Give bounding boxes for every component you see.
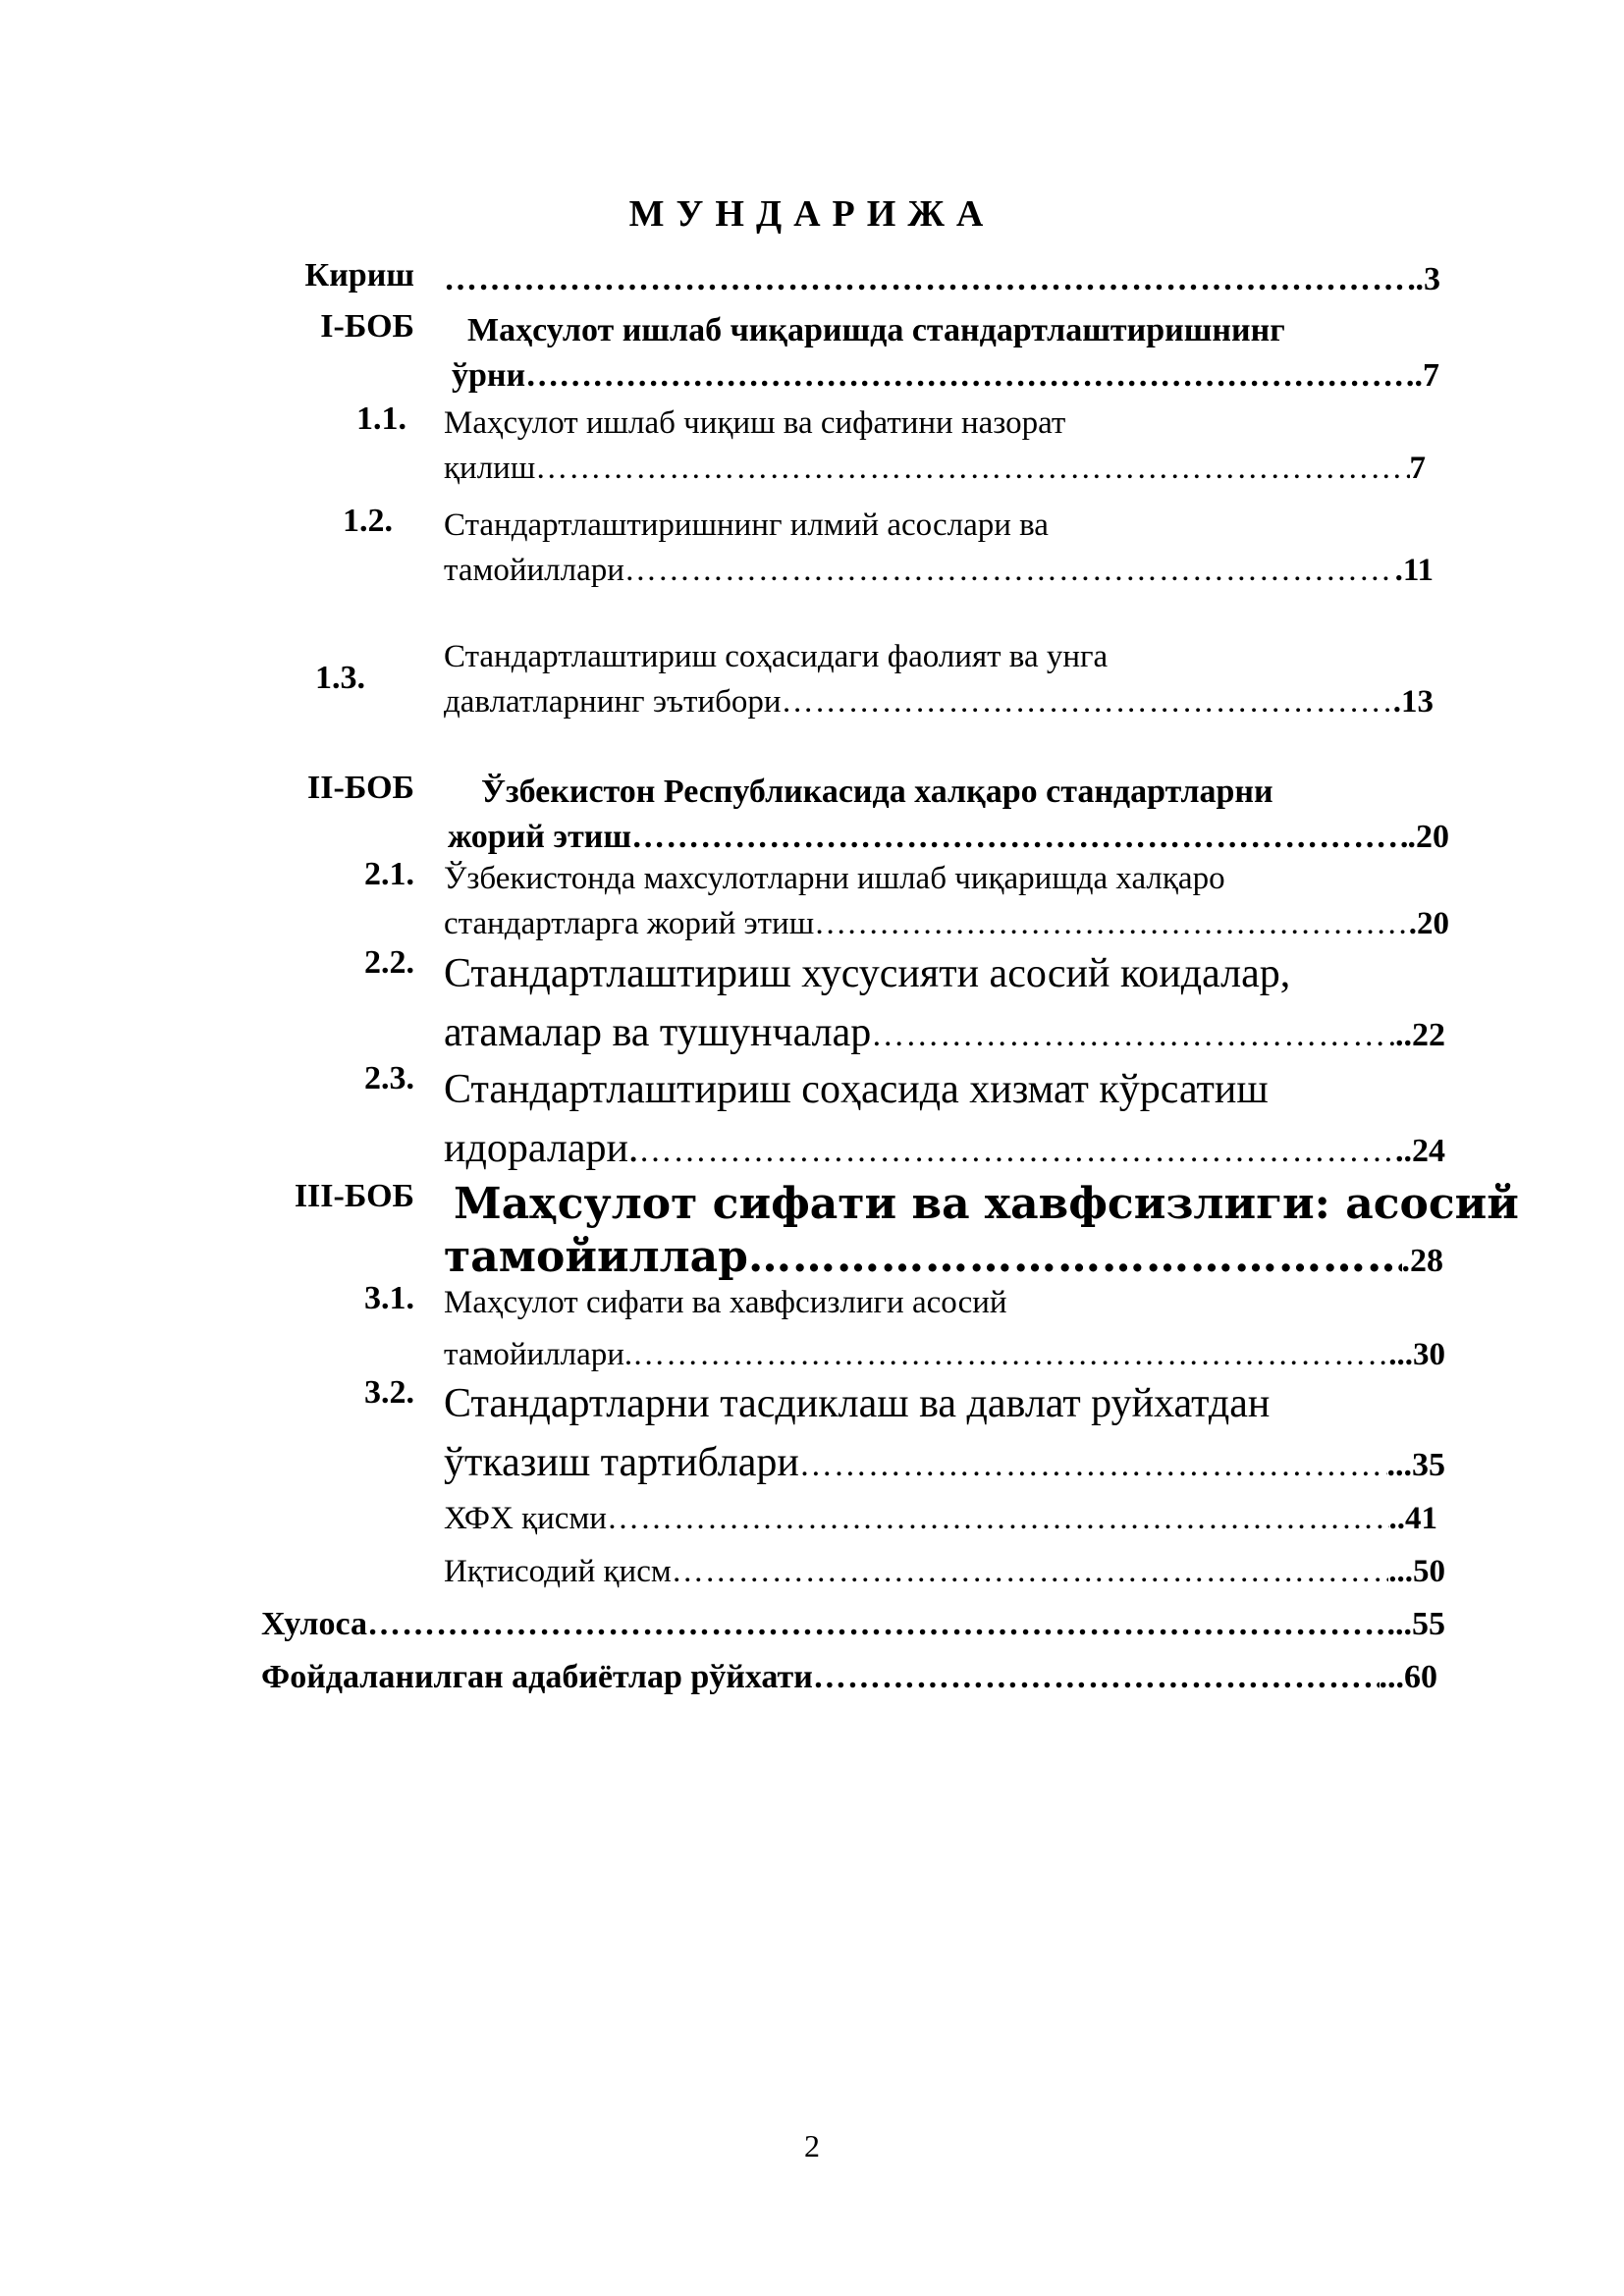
toc-title-cont: тамойиллари (444, 553, 624, 588)
toc-label: I-БОБ (320, 308, 414, 345)
toc-page-number: .11 (1394, 553, 1434, 588)
toc-page-number: ...55 (1386, 1606, 1445, 1642)
toc-page-number: ..41 (1388, 1501, 1437, 1536)
toc-page-number: .13 (1392, 684, 1434, 720)
toc-title: Иқтисодий қисм (444, 1554, 672, 1589)
toc-title: Маҳсулот ишлаб чиқиш ва сифатини назорат (444, 405, 1066, 441)
toc-title-cont: идоралари. (444, 1126, 639, 1171)
toc-page-number: .7 (1414, 357, 1439, 394)
toc-title-cont: тамойиллар (444, 1232, 748, 1282)
toc-label: 2.2. (364, 944, 414, 981)
toc-label: III-БОБ (294, 1178, 414, 1214)
toc-title: Ўзбекистон Республикасида халқаро стандартларни (481, 774, 1273, 810)
toc-page-number: .3 (1415, 261, 1440, 297)
toc-label: 2.1. (364, 856, 414, 892)
toc-label: 2.3. (364, 1060, 414, 1096)
toc-page-number: ...60 (1379, 1659, 1437, 1695)
toc-label: Кириш (304, 257, 414, 294)
toc-page-number: 7 (1409, 451, 1426, 486)
page-title: МУНДАРИЖА (628, 193, 996, 235)
toc-label: 1.3. (315, 660, 365, 696)
toc-title-cont: тамойиллари. (444, 1337, 633, 1372)
toc-page-number: .20 (1407, 819, 1449, 855)
toc-title: Маҳсулот сифати ва хавфсизлиги: асосий (454, 1179, 1519, 1229)
toc-title-cont: атамалар ва тушунчалар (444, 1010, 872, 1055)
toc-title-cont: қилиш (444, 451, 536, 486)
toc-title: Маҳсулот ишлаб чиқаришда стандартлаштиришнинг (467, 312, 1285, 348)
toc-title-cont: жорий этиш (448, 819, 632, 855)
toc-page-number: .20 (1408, 906, 1449, 941)
toc-title: Маҳсулот сифати ва хавфсизлиги асосий (444, 1285, 1007, 1320)
toc-page-number: ..24 (1395, 1133, 1445, 1169)
toc-title: Стандартлаштириш соҳасида хизмат кўрсатиш (444, 1067, 1269, 1112)
toc-title: Стандартлаштиришнинг илмий асослари ва (444, 507, 1049, 543)
page-number: 2 (804, 2128, 820, 2163)
toc-label: 1.1. (356, 400, 406, 437)
toc-label: 1.2. (343, 503, 393, 539)
toc-title: Стандартлаштириш соҳасидаги фаолият ва унга (444, 639, 1109, 674)
toc-title: Фойдаланилган адабиётлар рўйхати (261, 1659, 813, 1695)
toc-title-cont: ўрни (452, 357, 526, 394)
toc-title: Ўзбекистонда махсулотларни ишлаб чиқаришда халқаро (444, 861, 1225, 896)
toc-title-cont: стандартларга жорий этиш (444, 906, 815, 941)
toc-title: Стандартлаштириш хусусияти асосий коидалар, (444, 951, 1291, 996)
toc-page-number: .28 (1401, 1243, 1443, 1279)
toc-title: Стандартларни тасдиклаш ва давлат руйхатдан (444, 1381, 1271, 1426)
toc-page-number: ..22 (1395, 1017, 1445, 1053)
toc-title: Хулоса (261, 1606, 367, 1642)
toc-page-number: ...35 (1386, 1447, 1445, 1483)
toc-title: ХФХ қисми (444, 1501, 607, 1536)
toc-title-cont: давлатларнинг эътибори (444, 684, 782, 720)
toc-label: 3.2. (364, 1374, 414, 1411)
toc-label: II-БОБ (307, 770, 414, 806)
toc-title-cont: ўтказиш тартиблари (444, 1440, 799, 1485)
toc-page-number: ...30 (1388, 1337, 1445, 1372)
toc-page-number: ...50 (1388, 1554, 1445, 1589)
toc-label: 3.1. (364, 1280, 414, 1316)
